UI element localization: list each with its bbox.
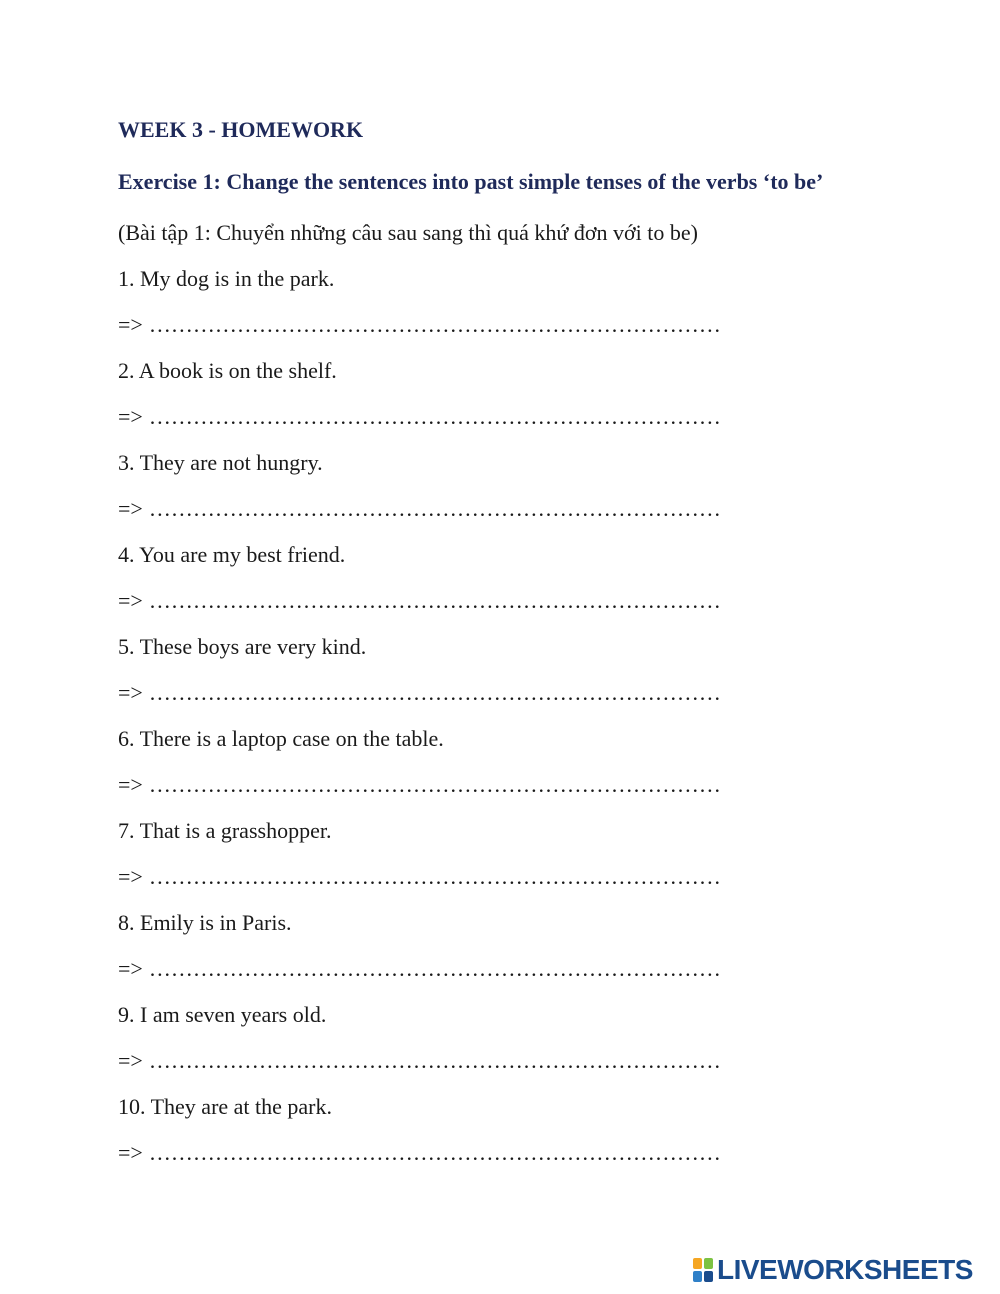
answer-line[interactable] [118, 404, 721, 430]
answer-prefix: => [118, 588, 143, 613]
answer-blank[interactable]: …………………………………………………………………… [148, 680, 721, 705]
liveworksheets-logo [693, 1255, 973, 1285]
question-item: 2. A book is on the shelf. [118, 358, 337, 383]
question-item: 10. They are at the park. [118, 1094, 333, 1119]
answer-line[interactable] [118, 588, 721, 614]
answer-prefix: => [118, 956, 143, 981]
answer-blank[interactable]: …………………………………………………………………… [148, 496, 721, 521]
answer-blank[interactable]: …………………………………………………………………… [148, 864, 721, 889]
answer-prefix: => [118, 1048, 143, 1073]
question-item: 5. These boys are very kind. [118, 634, 367, 659]
answer-blank[interactable]: …………………………………………………………………… [148, 404, 721, 429]
answer-line[interactable] [118, 312, 721, 338]
logo-text: LIVEWORKSHEETS [717, 1254, 973, 1285]
liveworksheets-logo-icon [693, 1258, 713, 1282]
answer-prefix: => [118, 680, 143, 705]
answer-blank[interactable]: …………………………………………………………………… [148, 772, 721, 797]
answer-blank[interactable]: …………………………………………………………………… [148, 1140, 721, 1165]
question-item: 9. I am seven years old. [118, 1002, 327, 1027]
question-item: 8. Emily is in Paris. [118, 910, 292, 935]
exercise-instruction: (Bài tập 1: Chuyển những câu sau sang thì quá khứ đơn với to be) [118, 220, 698, 245]
question-item: 4. You are my best friend. [118, 542, 346, 567]
answer-blank[interactable]: …………………………………………………………………… [148, 956, 721, 981]
answer-line[interactable] [118, 680, 721, 706]
question-item: 7. That is a grasshopper. [118, 818, 332, 843]
answer-prefix: => [118, 496, 143, 521]
answer-blank[interactable]: …………………………………………………………………… [148, 312, 721, 337]
answer-line[interactable] [118, 772, 721, 798]
question-item: 6. There is a laptop case on the table. [118, 726, 444, 751]
answer-line[interactable] [118, 864, 721, 890]
answer-prefix: => [118, 772, 143, 797]
answer-prefix: => [118, 1140, 143, 1165]
answer-blank[interactable]: …………………………………………………………………… [148, 588, 721, 613]
page-title: WEEK 3 - HOMEWORK [118, 117, 364, 142]
answer-prefix: => [118, 864, 143, 889]
answer-line[interactable] [118, 1140, 721, 1166]
answer-blank[interactable]: …………………………………………………………………… [148, 1048, 721, 1073]
exercise-heading: Exercise 1: Change the sentences into past simple tenses of the verbs ‘to be’ [118, 169, 824, 194]
answer-line[interactable] [118, 496, 721, 522]
answer-prefix: => [118, 404, 143, 429]
answer-line[interactable] [118, 956, 721, 982]
answer-line[interactable] [118, 1048, 721, 1074]
question-item: 1. My dog is in the park. [118, 266, 335, 291]
answer-prefix: => [118, 312, 143, 337]
question-item: 3. They are not hungry. [118, 450, 323, 475]
